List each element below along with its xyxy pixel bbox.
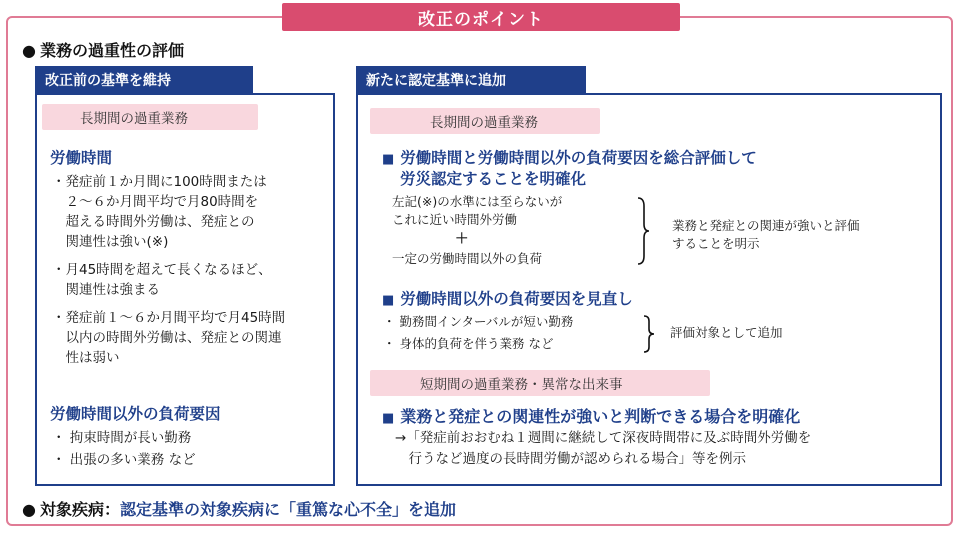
- label-short-term: 短期間の過重業務・異常な出来事: [370, 370, 710, 396]
- result-text: 評価対象として追加: [670, 325, 783, 340]
- condition-text: 左記(※)の水準には至らないが: [392, 194, 563, 209]
- target-disease-text: 認定基準の対象疾病に「重篤な心不全」を追加: [119, 500, 456, 519]
- result-text: することを明示: [672, 236, 760, 251]
- heading-comprehensive-evaluation-line2: 労災認定することを明確化: [400, 170, 587, 188]
- heading-non-hours-factors: 労働時間以外の負荷要因: [50, 405, 221, 423]
- list-item: 性は弱い: [52, 350, 120, 366]
- section-title: 業務の過重性の評価: [39, 41, 184, 60]
- square-bullet-icon: ■: [382, 293, 395, 308]
- list-item: 以内の時間外労働は、発症との関連: [52, 330, 282, 346]
- square-bullet-icon: ■: [382, 152, 395, 167]
- result-text: 業務と発症との関連が強いと評価: [672, 218, 860, 233]
- heading-line: 労働時間と労働時間以外の負荷要因を総合評価して: [400, 149, 757, 167]
- title-banner: 改正のポイント: [282, 3, 680, 31]
- heading-line: 業務と発症との関連性が強いと判断できる場合を明確化: [400, 407, 801, 426]
- tab-added-criteria: 新たに認定基準に追加: [356, 66, 586, 94]
- right-brace-icon: [642, 314, 656, 354]
- list-item: ・ 身体的負荷を伴う業務 など: [383, 336, 554, 351]
- list-item: ・ 勤務間インターバルが短い勤務: [383, 314, 574, 329]
- example-text: →「発症前おおむね１週間に継続して深夜時間帯に及ぶ時間外労働を: [395, 430, 812, 446]
- section-heading-workload: [22, 38, 184, 61]
- right-brace-icon: [636, 196, 650, 266]
- plus-sign: ＋: [455, 231, 469, 247]
- heading-review-factors: [382, 287, 633, 309]
- heading-working-hours: 労働時間: [50, 149, 113, 167]
- tab-before-revision: 改正前の基準を維持: [35, 66, 253, 94]
- list-item: ・ 拘束時間が長い勤務: [52, 430, 192, 446]
- heading-line: 労働時間以外の負荷要因を見直し: [400, 290, 633, 308]
- label-long-term-right: 長期間の過重業務: [370, 108, 600, 134]
- condition-text: これに近い時間外労働: [392, 212, 518, 227]
- list-item: ・月45時間を超えて長くなるほど、: [52, 262, 272, 278]
- target-disease-label: 対象疾病：: [39, 500, 120, 519]
- heading-clarify-strong-relation: [382, 404, 800, 427]
- list-item: 超える時間外労働は、発症との: [52, 214, 255, 230]
- list-item: ・ 出張の多い業務 など: [52, 452, 196, 468]
- list-item: 関連性は強い(※): [52, 234, 169, 250]
- list-item: ・発症前１～６か月間平均で月45時間: [52, 310, 286, 326]
- square-bullet-icon: ■: [382, 411, 395, 426]
- list-item: ・発症前１か月間に100時間または: [52, 174, 267, 190]
- bullet-icon: ●: [22, 41, 36, 60]
- list-item: ２～６か月間平均で月80時間を: [52, 194, 259, 210]
- list-item: 関連性は強まる: [52, 282, 160, 298]
- condition-text: 一定の労働時間以外の負荷: [392, 251, 543, 266]
- label-long-term: 長期間の過重業務: [42, 104, 258, 130]
- bullet-icon: ●: [22, 500, 36, 519]
- section-heading-target-disease: [22, 497, 456, 520]
- heading-comprehensive-evaluation: [382, 146, 757, 168]
- example-text: 行うなど過度の長時間労働が認められる場合」等を例示: [395, 451, 746, 467]
